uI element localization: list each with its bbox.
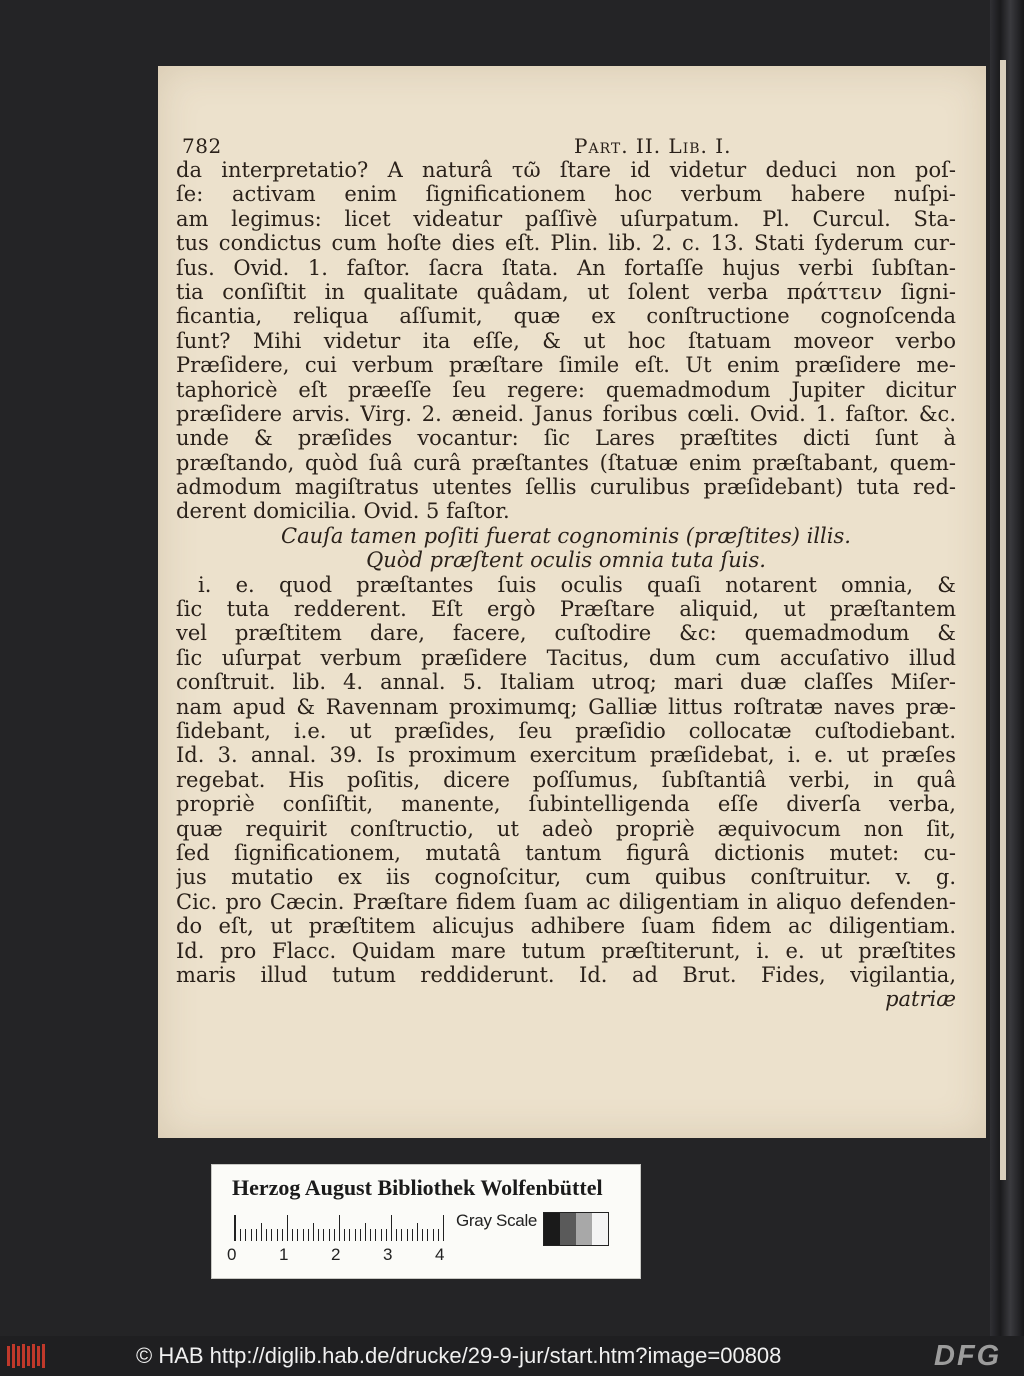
text-line (176, 499, 956, 523)
ruler-tick (240, 1229, 241, 1241)
text-line (176, 939, 956, 963)
text-line-content: i. e. quod præſtantes ſuis oculis quaſi notarent omnia, & (198, 572, 956, 597)
text-line-content: maris illud tutum reddiderunt. Id. ad Brut. Fides, vigilantia, (176, 962, 956, 987)
color-ruler-card (211, 1164, 641, 1279)
ruler-tick (391, 1215, 392, 1241)
text-line (176, 670, 956, 694)
ruler-tick (271, 1229, 272, 1241)
gray-patch (560, 1213, 576, 1245)
ruler-label: 0 (227, 1245, 237, 1264)
text-line-content: tia conſiſtit in qualitate quâdam, ut ſolent verba πράττειν ſigni- (176, 279, 956, 304)
ruler-tick (323, 1229, 324, 1241)
text-line (176, 768, 956, 792)
text-line-content: ſic uſurpat verbum præſidere Tacitus, dum cum accuſativo illud (176, 645, 956, 670)
ruler-label: 2 (331, 1245, 341, 1264)
ruler-tick (375, 1229, 376, 1241)
ruler-tick (386, 1229, 387, 1241)
text-line-content: do eſt, ut præſtitem alicujus adhibere ſuam fidem ac diligentiam. (176, 914, 956, 939)
text-line-content: ficantia, reliqua aſſumit, quæ ex conſtructione cognoſcenda (176, 304, 956, 329)
ruler-tick (245, 1229, 246, 1241)
ruler-scale (234, 1215, 450, 1241)
text-line-content: admodum magiſtratus utentes ſellis curulibus præſidebant) tuta red- (176, 475, 956, 500)
text-line (176, 914, 956, 938)
ruler-tick (287, 1215, 288, 1241)
ruler-tick (401, 1229, 402, 1241)
text-line-content: ſic tuta redderent. Eſt ergò Præſtare aliquid, ut præſtantem (176, 597, 956, 622)
text-line-content: taphoricè eſt præeſſe ſeu regere: quemadmodum Jupiter dicitur (176, 377, 956, 402)
next-page-edge (990, 0, 1024, 1336)
ruler-tick (417, 1223, 418, 1241)
text-line (176, 231, 956, 255)
text-line-content: patriæ (885, 987, 956, 1012)
text-line-content: vel præſtitem dare, facere, cuſtodire &c: quemadmodum & (176, 621, 956, 646)
ruler-tick (251, 1229, 252, 1241)
ruler-tick (365, 1223, 366, 1241)
text-line-content: regebat. His poſitis, dicere poſſumus, ſubſtantiâ verbi, in quâ (176, 767, 956, 792)
ruler-tick (381, 1229, 382, 1241)
ruler-tick (443, 1215, 444, 1241)
text-line (176, 402, 956, 426)
ruler-label: 1 (279, 1245, 289, 1264)
ruler-tick (235, 1215, 236, 1241)
grayscale-label: Gray Scale (456, 1211, 538, 1230)
text-line (176, 182, 956, 206)
text-line-content: ſe: activam enim ſignificationem hoc verbum habere nuſpi- (176, 182, 956, 207)
text-line-content: ſus. Ovid. 1. faſtor. ſacra ſtata. An fortaſſe hujus verbi ſubſtan- (176, 255, 956, 280)
text-line (176, 817, 956, 841)
text-line (176, 329, 956, 353)
ruler-tick (407, 1229, 408, 1241)
footer-bar (0, 1336, 1024, 1376)
text-line (176, 890, 956, 914)
text-line (176, 963, 956, 987)
dfg-logo: DFG (934, 1340, 1002, 1372)
ruler-tick (282, 1229, 283, 1241)
ruler-tick (297, 1229, 298, 1241)
text-line (176, 646, 956, 670)
text-line-content: nam apud & Ravennam proximumq; Galliæ littus roſtratæ naves præ- (176, 694, 956, 719)
ruler-tick (277, 1229, 278, 1241)
ruler-tick (303, 1229, 304, 1241)
ruler-tick (438, 1229, 439, 1241)
text-line (176, 451, 956, 475)
text-line-content: conſtruit. lib. 4. annal. 5. Italiam utroq; mari duæ claſſes Miſer- (176, 670, 956, 695)
ruler-tick (256, 1229, 257, 1241)
ruler-label: 3 (383, 1245, 393, 1264)
text-line-content: Præſidere, cui verbum præſtare ſimile eſt. Ut enim præſidere me- (176, 353, 956, 378)
gray-scale-patches (543, 1212, 609, 1246)
ruler-tick (292, 1229, 293, 1241)
text-line-content: Id. pro Flacc. Quidam mare tutum præſtiterunt, i. e. ut præſtites (176, 938, 956, 963)
text-line (176, 475, 956, 499)
ruler-tick (318, 1229, 319, 1241)
text-line (176, 158, 956, 182)
ruler-tick (261, 1223, 262, 1241)
ruler-label: 4 (435, 1245, 445, 1264)
body-text (176, 158, 956, 1012)
ruler-tick (339, 1215, 340, 1241)
text-line-content: quæ requirit conſtructio, ut adeò propriè æquivocum non ſit, (176, 816, 956, 841)
text-line (176, 573, 956, 597)
text-line-content: derent domicilia. Ovid. 5 faſtor. (176, 499, 510, 524)
text-line-content: Cauſa tamen poſiti fuerat cognominis (præſtites) illis. (281, 523, 851, 548)
text-line (176, 743, 956, 767)
text-line-content: jus mutatio ex iis cognoſcitur, cum quibus conſtruitur. v. g. (176, 865, 956, 890)
running-head: Part. II. Lib. I. (574, 134, 732, 158)
ruler-tick (433, 1229, 434, 1241)
text-line-content: tus condictus cum hoſte dies eſt. Plin. lib. 2. c. 13. Stati ſyderum cur- (176, 231, 956, 256)
page-header (176, 134, 956, 158)
text-line-content: Cic. pro Cæcin. Præſtare fidem ſuam ac diligentiam in aliquo defenden- (176, 889, 956, 914)
ruler-tick (427, 1229, 428, 1241)
text-line-content: da interpretatio? A naturâ τῶ ſtare id videtur deduci non poſ- (176, 158, 956, 182)
page-number: 782 (182, 134, 222, 158)
text-line-content: ſidebant, i.e. ut præſides, ſeu præſidio collocatæ cuſtodiebant. (176, 718, 956, 743)
ruler-tick (412, 1229, 413, 1241)
text-line-content: ſunt? Mihi videtur ita eſſe, & ut hoc ſtatuam moveor verbo (176, 328, 956, 353)
text-line (176, 426, 956, 450)
text-line (176, 524, 956, 548)
ruler-tick (370, 1229, 371, 1241)
source-link[interactable]: © HAB http://diglib.hab.de/drucke/29-9-jur/start.htm?image=00808 (136, 1343, 782, 1368)
text-line-content: am legimus: licet videatur paſſivè uſurpatum. Pl. Curcul. Sta- (176, 206, 956, 231)
gray-patch (592, 1213, 608, 1245)
text-line-content: præſidere arvis. Virg. 2. æneid. Janus foribus cœli. Ovid. 1. faſtor. &c. (176, 401, 956, 426)
text-line (176, 865, 956, 889)
text-line-content: ſed ſignificationem, mutatâ tantum figurâ dictionis mutet: cu- (176, 840, 956, 865)
ruler-tick (349, 1229, 350, 1241)
text-line-content: præſtando, quòd ſuâ curâ præſtantes (ſtatuæ enim præſtabant, quem- (176, 450, 956, 475)
ruler-tick (422, 1229, 423, 1241)
ruler-tick (266, 1229, 267, 1241)
text-line-content: propriè conſiſtit, manente, ſubintelligenda eſſe diverſa verba, (176, 792, 956, 817)
ruler-tick (334, 1229, 335, 1241)
hab-logo-icon (6, 1342, 48, 1370)
ruler-tick (344, 1229, 345, 1241)
text-line (176, 548, 956, 572)
text-line-content: Quòd præſtent oculis omnia tuta ſuis. (366, 548, 766, 573)
ruler-tick (355, 1229, 356, 1241)
ruler-tick (360, 1229, 361, 1241)
text-line (176, 378, 956, 402)
text-line (176, 256, 956, 280)
text-line-content: unde & præſides vocantur: ſic Lares præſtites dicti ſunt à (176, 426, 956, 451)
ruler-tick (329, 1229, 330, 1241)
text-line (176, 353, 956, 377)
text-line (176, 304, 956, 328)
text-line (176, 987, 956, 1011)
gray-patch (544, 1213, 560, 1245)
text-line (176, 841, 956, 865)
ruler-labels (227, 1245, 457, 1269)
library-name: Herzog August Bibliothek Wolfenbüttel (232, 1175, 603, 1200)
ruler-tick (396, 1229, 397, 1241)
ruler-tick (313, 1223, 314, 1241)
ruler-tick (308, 1229, 309, 1241)
text-line (176, 597, 956, 621)
text-line (176, 207, 956, 231)
text-line (176, 695, 956, 719)
text-line (176, 621, 956, 645)
gray-patch (576, 1213, 592, 1245)
text-line (176, 280, 956, 304)
text-line (176, 792, 956, 816)
text-line-content: Id. 3. annal. 39. Is proximum exercitum præſidebat, i. e. ut præſes (176, 743, 956, 768)
text-line (176, 719, 956, 743)
